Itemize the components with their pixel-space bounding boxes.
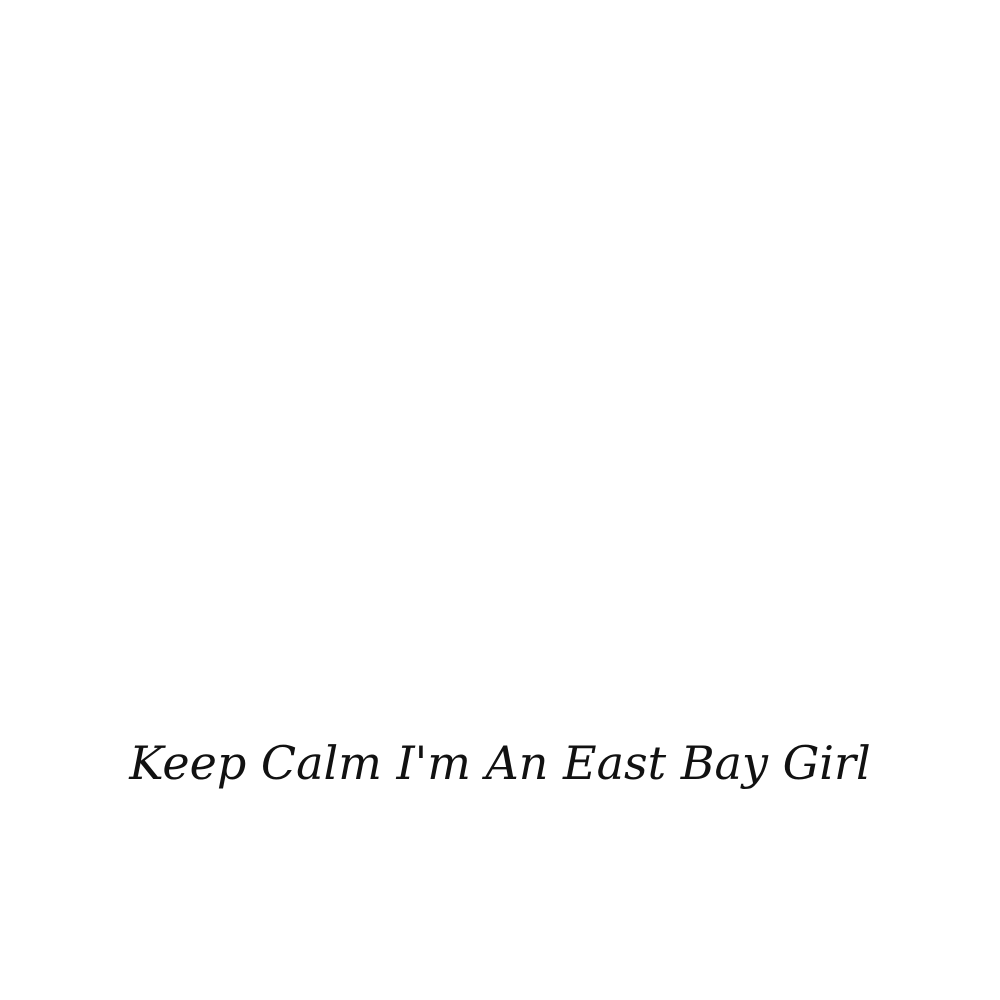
slogan-text: Keep Calm I'm An East Bay Girl [129,736,871,790]
